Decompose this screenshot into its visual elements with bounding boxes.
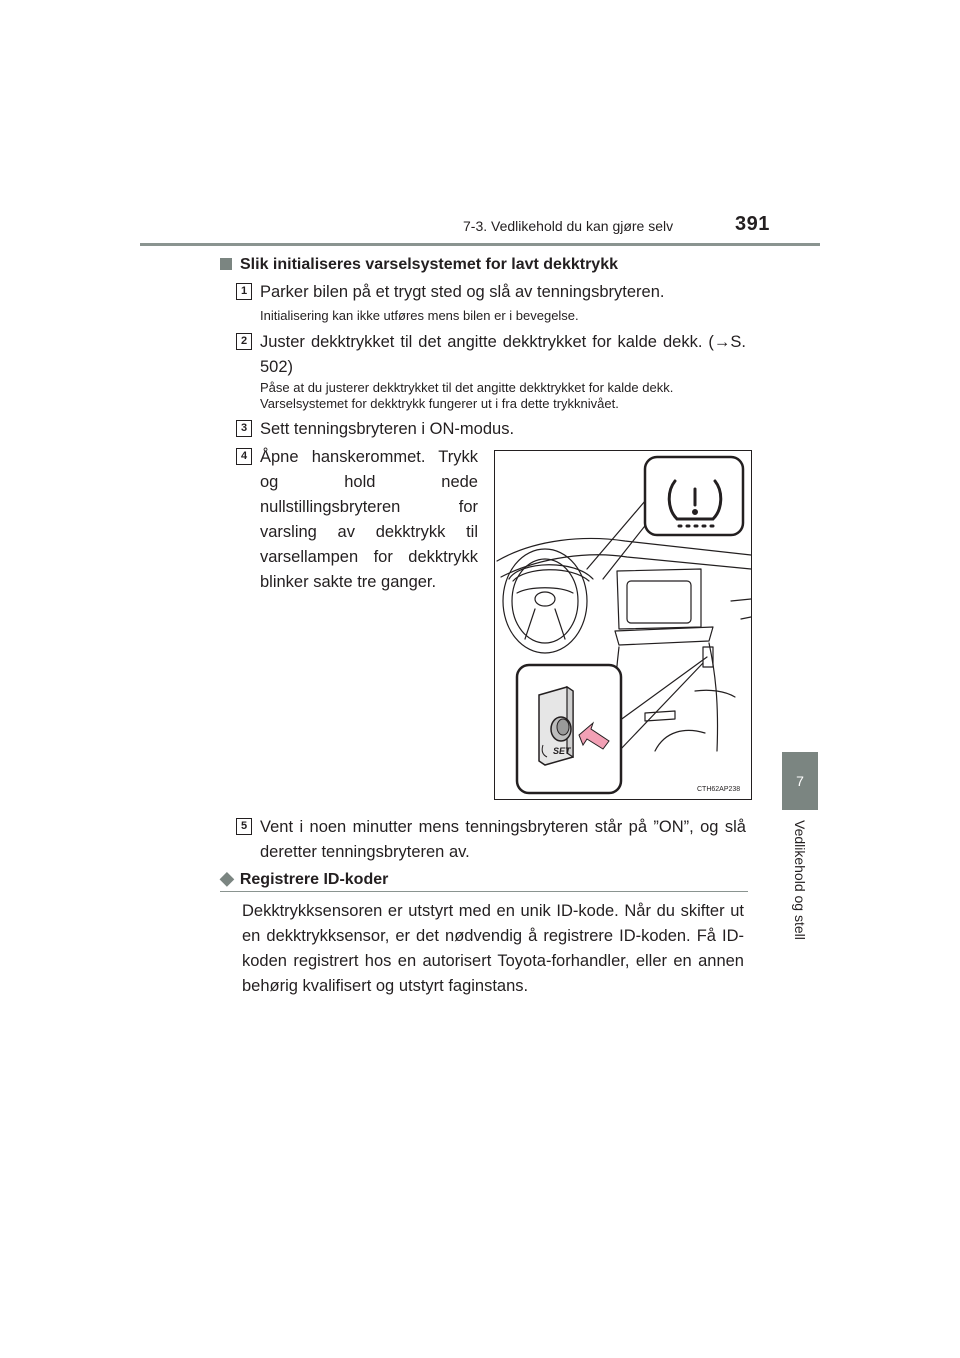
step-4-text: Åpne hanskerommet. Trykk og hold nede nullstillingsbryteren for varsling av dekktrykk til varsellampen for dekktrykk blinker sakte tre ganger. [260, 448, 478, 591]
step-2-note: Påse at du justerer dekktrykket til det angitte dekktrykket for kalde dekk. Varselsystemet for dekktrykk fungerer ut i fra dette trykknivået. [260, 380, 674, 411]
section-title-text: Slik initialiseres varselsystemet for lavt dekktrykk [240, 256, 618, 273]
step-5-text: Vent i noen minutter mens tenningsbryteren står på ”ON”, og slå deretter tenningsbryteren av. [260, 818, 746, 861]
chapter-label [780, 820, 820, 990]
step-3-text: Sett tenningsbryteren i ON-modus. [260, 420, 515, 438]
diamond-bullet-icon: ◆ [220, 868, 234, 888]
running-header: 7-3. Vedlikehold du kan gjøre selv [463, 218, 674, 234]
step-1-note: Initialisering kan ikke utføres mens bilen er i bevegelse. [260, 308, 579, 323]
set-label: SET [553, 746, 571, 756]
step-number-3: 3 [236, 420, 252, 437]
chapter-title: Vedlikehold og stell [792, 820, 808, 940]
step-number-4: 4 [236, 448, 252, 465]
square-bullet-icon [220, 258, 232, 270]
page-number: 391 [735, 213, 770, 235]
header-rule [140, 243, 820, 246]
subsection-title [220, 868, 388, 889]
step-number-5: 5 [236, 818, 252, 835]
subsection-rule [220, 891, 748, 892]
subsection-title-text: Registrere ID-koder [239, 871, 389, 888]
dashboard-drawing [495, 451, 751, 799]
chapter-tab: 7 [782, 752, 818, 810]
illustration-code: CTH62AP238 [697, 786, 741, 793]
step-1-text: Parker bilen på et trygt sted og slå av tenningsbryteren. [260, 283, 665, 301]
subsection-body: Dekktrykksensoren er utstyrt med en unik ID-kode. Når du skifter ut en dekktrykksensor, er det nødvendig å registrere ID-koden. Få ID-koden registrert hos en autorisert Toyota-forhandler, eller en annen behørig kvalifisert og utstyrt faginstans. [242, 902, 744, 995]
section-title [220, 256, 618, 274]
tpms-reset-illustration [494, 450, 752, 800]
step-number-2: 2 [236, 333, 252, 350]
step-2-text: Juster dekktrykket til det angitte dekktrykket for kalde dekk. (→S. 502) [260, 333, 746, 376]
step-number-1: 1 [236, 283, 252, 300]
